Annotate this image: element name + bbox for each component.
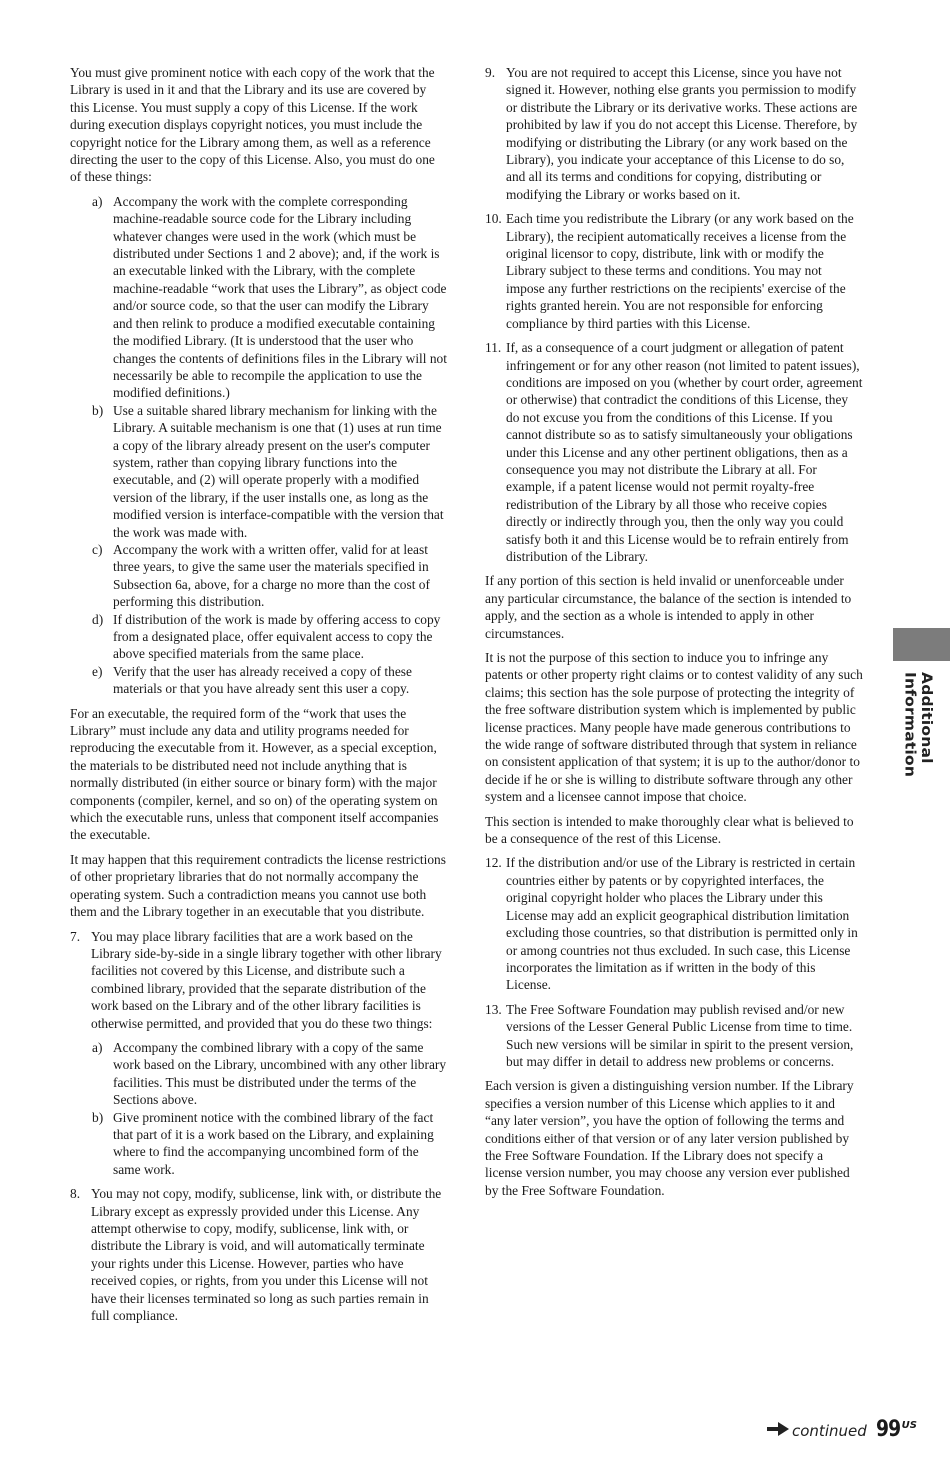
invalid-paragraph: If any portion of this section is held invalid or unenforceable under any particular circumstance, the balance of the section is intended to apply, and the section as a whole is intended to apply in other circumstances. [485,573,852,641]
section-tab-marker [893,628,950,661]
section-12: 12. If the distribution and/or use of the Library is restricted in certain countries either by patents or by copyrighted interfaces, the original copyright holder who places the Library under this License may add an explicit geographical distribution limitation excluding those countries, so that distribution is permitted only in or among countries not thus excluded. In such case, this License incorporates the limitation as if written in the body of this License. [485,855,858,993]
contradiction-paragraph: It may happen that this requirement contradicts the license restrictions of other proprietary libraries that do not normally accompany the operating system. Such a contradiction means you cannot use both them and the Library together in an executable that you distribute. [70,851,446,920]
continued-label: continued [792,1422,867,1440]
section7-options-list [92,1039,448,1178]
purpose-paragraph: It is not the purpose of this section to induce you to infringe any patents or other property right claims or to contest validity of any such claims; this section has the sole purpose of protecting the integrity of the free software distribution system which is implemented by public license practices. Many people have made generous contributions to the wide range of software distributed through that system in reliance on consistent application of that system; it is up to the author/donor to decide if he or she is willing to distribute software through any other system and a licensee cannot impose that choice. [485,650,863,805]
arrow-right-icon [767,1422,789,1440]
left-column [70,64,448,1331]
page-number-value: 99 [876,1417,901,1442]
list-item: b) Use a suitable shared library mechanism for linking with the Library. A suitable mechanism is one that (1) uses at run time a copy of the library already present on the user's computer system, rather than copying library functions into the executable, and (2) will operate properly with a modified version of the library, if the user installs one, as long as the modified version is interface-compatible with the version that the work was made with. [92,402,444,540]
page-number-suffix: US [901,1420,917,1431]
section-13: 13. The Free Software Foundation may publish revised and/or new versions of the Lesser General Public License from time to time. Such new versions will be similar in spirit to the present version, but may differ in detail to address new problems or concerns. [485,1001,854,1069]
list-item: e) Verify that the user has already received a copy of these materials or that you have already sent this user a copy. [92,663,412,697]
section-7: 7. You may place library facilities that are a work based on the Library side-by-side in a single library together with other library facilities not covered by this License, and distribute such a combined library, provided that the separate distribution of the work based on the Library and of the other library facilities is otherwise permitted, and provided that you do these two things: [70,928,442,1031]
version-paragraph: Each version is given a distinguishing version number. If the Library specifies a version number of this License which applies to it and “any later version”, you have the option of following the terms and conditions either of that version or of any later version published by the Free Software Foundation. If the Library does not specify a license version number, you may choose any version ever published by the Free Software Foundation. [485,1078,854,1198]
list-item: b) Give prominent notice with the combined library of the fact that part of it is a work based on the Library, and explaining where to find the accompanying uncombined form of the same work. [92,1109,434,1177]
executable-paragraph: For an executable, the required form of the “work that uses the Library” must include any data and utility programs needed for reproducing the executable from it. However, as a special exception, the materials to be distributed need not include anything that is normally distributed (in either source or binary form) with the major components (compiler, kernel, and so on) of the operating system on which the executable runs, unless that component itself accompanies the executable. [70,705,439,843]
right-column [485,64,863,1206]
section-9: 9. You are not required to accept this License, since you have not signed it. However, nothing else grants you permission to modify or distribute the Library or its derivative works. These actions are prohibited by law if you do not accept this License. Therefore, by modifying or distributing the Library (or any work based on the Library), you indicate your acceptance of this License to do so, and all its terms and conditions for copying, distributing or modifying the Library or works based on it. [485,65,858,202]
list-item: a) Accompany the work with the complete corresponding machine-readable source code for the Library including whatever changes were used in the work (which must be distributed under Sections 1 and 2 above); and, if the work is an executable linked with the Library, with the complete machine-readable “work that uses the Library”, as object code and/or source code, so that the user can modify the Library and then relink to produce a modified executable containing the modified Library. (It is understood that the user who changes the contents of definitions files in the Library will not necessarily be able to recompile the application to use the modified definitions.) [92,193,447,401]
page-number [876,1417,917,1442]
list-item: c) Accompany the work with a written offer, valid for at least three years, to give the same user the materials specified in Subsection 6a, above, for a charge no more than the cost of performing this distribution. [92,541,430,610]
section-11: 11. If, as a consequence of a court judgment or allegation of patent infringement or for any other reason (not limited to patent issues), conditions are imposed on you (whether by court order, agreement or otherwise) that contradict the conditions of this License, they do not excuse you from the conditions of this License. If you cannot distribute so as to satisfy simultaneously your obligations under this License and any other pertinent obligations, then as a consequence you may not distribute the Library at all. For example, if a patent license would not permit royalty-free redistribution of the Library by all those who receive copies directly or indirectly through you, then the only way you could satisfy both it and this License would be to refrain entirely from distribution of the Library. [485,340,863,564]
section6-options-list [92,193,448,698]
section-10: 10. Each time you redistribute the Library (or any work based on the Library), the recipient automatically receives a license from the original licensor to copy, distribute, link with or modify the Library subject to these terms and conditions. You may not impose any further restrictions on the recipients' exercise of the rights granted herein. You are not responsible for enforcing compliance by third parties with this License. [485,211,854,331]
list-item: a) Accompany the combined library with a copy of the same work based on the Library, uncombined with any other library facilities. This must be distributed under the terms of the Sections above. [92,1039,447,1108]
list-item: d) If distribution of the work is made by offering access to copy from a designated place, offer equivalent access to copy the above specified materials from the same place. [92,611,441,662]
continued-indicator [767,1419,867,1443]
intro-paragraph: You must give prominent notice with each copy of the work that the Library is used in it and that the Library and its use are covered by this License. You must supply a copy of this License. If the work during execution displays copyright notices, you must include the copyright notice for the Library among them, as well as a reference directing the user to the copy of this License. Also, you must do one of these things: [70,65,435,185]
clarity-paragraph: This section is intended to make thoroughly clear what is believed to be a consequence of the rest of this License. [485,813,854,847]
section-side-label: Additional Information [902,672,935,778]
section-8: 8. You may not copy, modify, sublicense, link with, or distribute the Library except as expressly provided under this License. Any attempt otherwise to copy, modify, sublicense, link with, or distribute the Library is void, and will automatically terminate your rights under this License. However, parties who have received copies, or rights, from you under this License will not have their licenses terminated so long as such parties remain in full compliance. [70,1186,442,1324]
